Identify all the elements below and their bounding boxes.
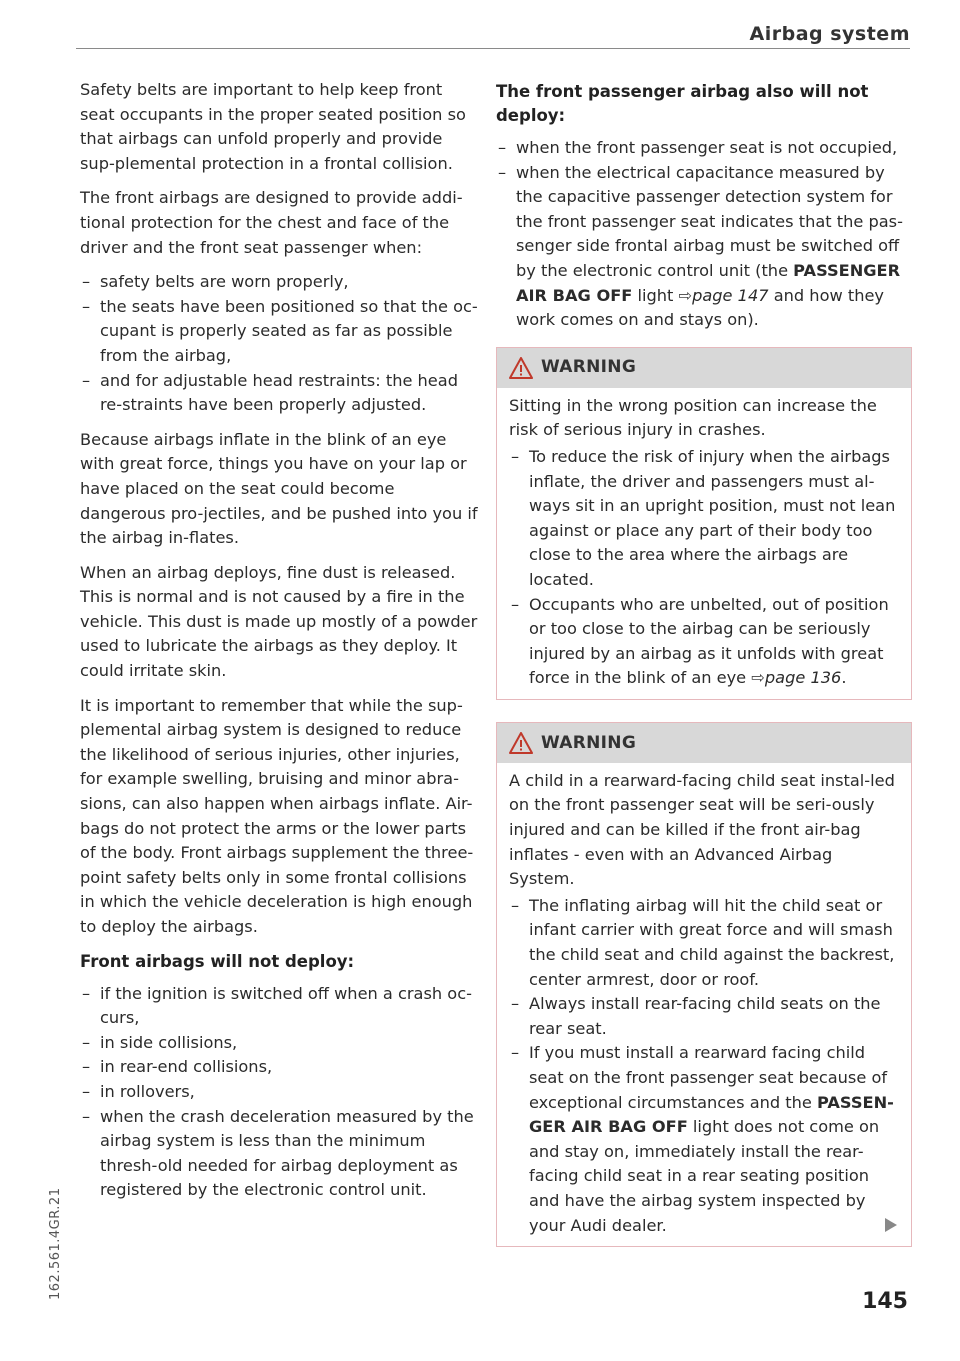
list-item: – safety belts are worn properly, <box>80 270 478 295</box>
body-paragraph: Because airbags inflate in the blink of an eye with great force, things you have on your lap or have placed on the seat could become dangerous pro-jectiles, and be pushed into you if the airbag in-flates. <box>80 429 478 548</box>
item-text: and how they work comes on and stays on). <box>516 285 885 330</box>
warning-triangle-icon <box>509 732 533 754</box>
list-item: – if the ignition is switched off when a crash oc-curs, <box>80 982 478 1031</box>
indicator-name: PASSENGER AIR BAG OFF <box>516 260 901 305</box>
side-code: 162.561.4GR.21 <box>48 1187 63 1300</box>
warning-header <box>497 723 911 763</box>
warning-box-seating <box>496 347 912 700</box>
item-text: light <box>632 285 679 305</box>
list-item: – in rear-end collisions, <box>80 1055 478 1080</box>
list-item: – and for adjustable head restraints: the head re-straints have been properly adjusted. <box>80 369 478 418</box>
page-ref-arrow-icon: ⇨ <box>751 668 765 688</box>
warning-intro: Sitting in the wrong position can increase the risk of serious injury in crashes. <box>509 395 877 440</box>
warning-box-child-seat <box>496 722 912 1247</box>
list-item <box>509 593 899 691</box>
intro-paragraph: The front airbags are designed to provide addi-tional protection for the chest and face of the driver and the front seat passenger when: <box>80 188 463 257</box>
indicator-name: PASSEN-GER AIR BAG OFF <box>529 1092 894 1137</box>
no-deploy-heading: Front airbags will not deploy: <box>80 951 355 971</box>
list-item <box>496 161 912 333</box>
warning-body <box>497 763 911 1246</box>
passenger-list <box>496 136 912 333</box>
page-number: 145 <box>862 1289 908 1314</box>
warning-title: WARNING <box>541 732 637 753</box>
list-item: – To reduce the risk of injury when the airbags inflate, the driver and passengers must al-ways sit in an upright position, must not lean against or place any part of their body too close to the area where the airbags are located. <box>509 445 899 593</box>
page-ref-link[interactable]: page 147 <box>692 285 769 305</box>
warning-header <box>497 348 911 388</box>
body-paragraph: When an airbag deploys, fine dust is released. This is normal and is not caused by a fire in the vehicle. This dust is made up mostly of a powder used to lubricate the airbags as they deploy. It could irritate skin. <box>80 562 478 681</box>
warning-list <box>509 445 899 691</box>
list-item: – when the crash deceleration measured by the airbag system is less than the minimum thresh-old needed for airbag deployment as registered by the electronic control unit. <box>80 1105 478 1203</box>
item-text: light does not come on and stay on, immediately install the rear-facing child seat in a rear seating position and have the airbag system inspected by your Audi dealer. <box>529 1117 880 1235</box>
passenger-heading: The front passenger airbag also will not deploy: <box>496 82 869 125</box>
list-item <box>509 1041 899 1238</box>
list-item: – in rollovers, <box>80 1080 478 1105</box>
page-ref-arrow-icon: ⇨ <box>678 285 693 305</box>
item-text: when the electrical capacitance measured by the capacitive passenger detection system for the front passenger seat indicates that the pas-senger side frontal airbag must be switched off by the electronic control unit (the <box>516 162 903 280</box>
list-item: – Always install rear-facing child seats on the rear seat. <box>509 992 899 1041</box>
item-text: . <box>841 668 847 688</box>
warning-triangle-icon <box>509 357 533 379</box>
intro-paragraph: Safety belts are important to help keep front seat occupants in the proper seated position so that airbags can unfold properly and provide sup-plemental protection in a frontal collision. <box>80 80 466 173</box>
list-item: – in side collisions, <box>80 1031 478 1056</box>
list-item: – The inflating airbag will hit the child seat or infant carrier with great force and will smash the child seat and child against the backrest, center armrest, door or roof. <box>509 894 899 992</box>
when-list <box>80 270 478 418</box>
item-text: If you must install a rearward facing child seat on the front passenger seat because of exceptional circumstances and the <box>529 1043 888 1112</box>
page-ref-link[interactable]: page 136 <box>764 668 842 688</box>
left-column <box>80 78 478 1213</box>
running-head: Airbag system <box>749 23 910 45</box>
warning-intro: A child in a rearward-facing child seat instal-led on the front passenger seat will be seri-ously injured and can be killed if the front air-bag inflates - even with an Advanced Airbag System. <box>509 770 895 889</box>
continue-arrow-icon <box>885 1218 897 1232</box>
warning-body <box>497 388 911 699</box>
list-item: – the seats have been positioned so that the oc-cupant is properly seated as far as possible from the airbag, <box>80 295 478 369</box>
item-text: Occupants who are unbelted, out of position or too close to the airbag can be seriously injured by an airbag as it unfolds with great force in the blink of an eye <box>529 594 889 688</box>
warning-list <box>509 894 899 1238</box>
right-column <box>496 78 912 1269</box>
list-item: – when the front passenger seat is not occupied, <box>496 136 912 161</box>
header-rule <box>76 48 910 49</box>
no-deploy-list <box>80 982 478 1203</box>
warning-title: WARNING <box>541 357 637 378</box>
body-paragraph: It is important to remember that while the sup-plemental airbag system is designed to reduce the likelihood of serious injuries, other injuries, for example swelling, bruising and minor abra-sions, can also happen when airbags inflate. Air-bags do not protect the arms or the lower parts of the body. Front airbags supplement the three-point safety belts only in some frontal collisions in which the vehicle deceleration is high enough to deploy the airbags. <box>80 695 474 936</box>
